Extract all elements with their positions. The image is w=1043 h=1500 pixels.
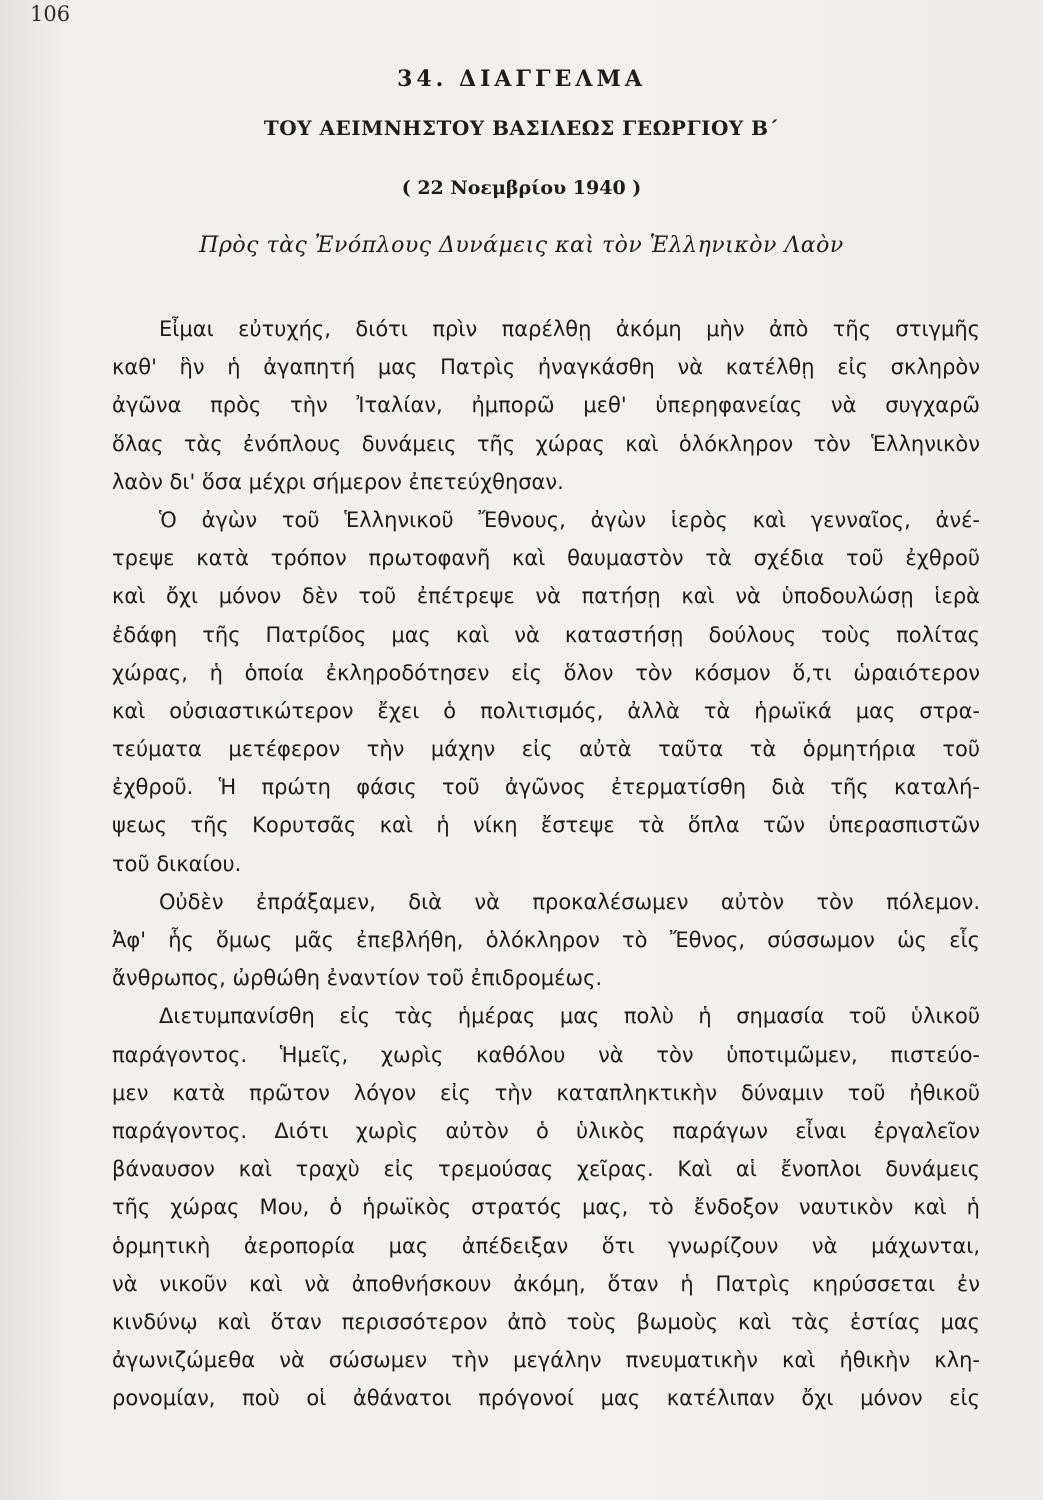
text-line: Εἶμαι εὐτυχής, διότι πρὶν παρέλθῃ ἀκόμη μὴν ἀπὸ τῆς στιγμῆς bbox=[159, 317, 980, 341]
text-line: ὁρμητικὴ ἀεροπορία μας ἀπέδειξαν ὅτι γνωρίζουν νὰ μάχωνται, bbox=[112, 1233, 980, 1258]
text-line: ὅλας τὰς ἐνόπλους δυνάμεις τῆς χώρας καὶ ὁλόκληρον τὸν Ἑλληνικὸν bbox=[112, 431, 980, 456]
text-line: βάναυσον καὶ τραχὺ εἰς τρεμούσας χεῖρας. Καὶ αἱ ἔνοπλοι δυνάμεις bbox=[112, 1157, 980, 1182]
text-line: μεν κατὰ πρῶτον λόγον εἰς τὴν καταπληκτικὴν δύναμιν τοῦ ἠθικοῦ bbox=[112, 1080, 980, 1105]
text-line: Ὁ ἀγὼν τοῦ Ἑλληνικοῦ Ἔθνους, ἀγὼν ἱερὸς καὶ γενναῖος, ἀνέ- bbox=[159, 507, 980, 532]
text-line: Ἀφ' ἧς ὅμως μᾶς ἐπεβλήθη, ὁλόκληρον τὸ Ἔθνος, σύσσωμον ὡς εἷς bbox=[112, 928, 980, 952]
page-number: 106 bbox=[30, 2, 71, 26]
text-line: ἐδάφη τῆς Πατρίδος μας καὶ νὰ καταστήσῃ δούλους τοὺς πολίτας bbox=[112, 622, 980, 647]
body-text bbox=[112, 310, 980, 1417]
text-line: ἄνθρωπος, ὠρθώθη ἐναντίον τοῦ ἐπιδρομέως. bbox=[112, 966, 603, 991]
text-line: Οὐδὲν ἐπράξαμεν, διὰ νὰ προκαλέσωμεν αὐτὸν τὸν πόλεμον. bbox=[159, 889, 980, 914]
text-line: κινδύνῳ καὶ ὅταν περισσότερον ἀπὸ τοὺς βωμοὺς καὶ τὰς ἑστίας μας bbox=[112, 1309, 980, 1334]
text-line: καὶ ὄχι μόνον δὲν τοῦ ἐπέτρεψε νὰ πατήσῃ καὶ νὰ ὑποδουλώσῃ ἱερὰ bbox=[112, 584, 980, 609]
text-line: ἐχθροῦ. Ἡ πρώτη φάσις τοῦ ἀγῶνος ἐτερματίσθη διὰ τῆς καταλή- bbox=[112, 775, 980, 800]
document-date: ( 22 Νοεμβρίου 1940 ) bbox=[401, 177, 642, 199]
document-subtitle: ΤΟΥ ΑΕΙΜΝΗΣΤΟΥ ΒΑΣΙΛΕΩΣ ΓΕΩΡΓΙΟΥ Β΄ bbox=[263, 116, 780, 140]
text-line: ψεως τῆς Κορυτσᾶς καὶ ἡ νίκη ἔστεψε τὰ ὅπλα τῶν ὑπερασπιστῶν bbox=[112, 813, 980, 838]
text-line: Διετυμπανίσθη εἰς τὰς ἡμέρας μας πολὺ ἡ σημασία τοῦ ὑλικοῦ bbox=[159, 1004, 980, 1029]
text-line: χώρας, ἡ ὁποία ἐκληροδότησεν εἰς ὅλον τὸν κόσμον ὅ,τι ὡραιότερον bbox=[112, 660, 980, 685]
text-line: ρονομίαν, ποὺ οἱ ἀθάνατοι πρόγονοί μας κατέλιπαν ὄχι μόνον εἰς bbox=[112, 1386, 980, 1411]
text-line: ἀγωνιζώμεθα νὰ σώσωμεν τὴν μεγάλην πνευματικὴν καὶ ἠθικὴν κλη- bbox=[112, 1348, 980, 1373]
document-title: 34. ΔΙΑΓΓΕΛΜΑ bbox=[397, 66, 646, 92]
text-line: τῆς χώρας Μου, ὁ ἡρωϊκὸς στρατός μας, τὸ ἔνδοξον ναυτικὸν καὶ ἡ bbox=[112, 1195, 980, 1220]
text-line: καθ' ἣν ἡ ἀγαπητή μας Πατρὶς ἠναγκάσθη νὰ κατέλθῃ εἰς σκληρὸν bbox=[112, 355, 980, 380]
text-line: ἀγῶνα πρὸς τὴν Ἰταλίαν, ἠμπορῶ μεθ' ὑπερηφανείας νὰ συγχαρῶ bbox=[112, 393, 980, 418]
text-line: λαὸν δι' ὅσα μέχρι σήμερον ἐπετεύχθησαν. bbox=[112, 469, 564, 494]
text-line: τοῦ δικαίου. bbox=[112, 851, 242, 876]
text-line: νὰ νικοῦν καὶ νὰ ἀποθνήσκουν ἀκόμη, ὅταν ἡ Πατρὶς κηρύσσεται ἐν bbox=[112, 1271, 980, 1296]
text-line: παράγοντος. Ἡμεῖς, χωρὶς καθόλου νὰ τὸν ὑποτιμῶμεν, πιστεύο- bbox=[112, 1042, 980, 1067]
text-line: καὶ οὐσιαστικώτερον ἔχει ὁ πολιτισμός, ἀλλὰ τὰ ἡρωϊκά μας στρα- bbox=[112, 698, 980, 723]
text-line: παράγοντος. Διότι χωρὶς αὐτὸν ὁ ὑλικὸς παράγων εἶναι ἐργαλεῖον bbox=[112, 1118, 980, 1143]
document-addressee: Πρὸς τὰς Ἐνόπλους Δυνάμεις καὶ τὸν Ἑλληνικὸν Λαὸν bbox=[199, 233, 844, 258]
text-line: τεύματα μετέφερον τὴν μάχην εἰς αὐτὰ ταῦτα τὰ ὁρμητήρια τοῦ bbox=[112, 737, 980, 762]
text-line: τρεψε κατὰ τρόπον πρωτοφανῆ καὶ θαυμαστὸν τὰ σχέδια τοῦ ἐχθροῦ bbox=[112, 546, 980, 571]
